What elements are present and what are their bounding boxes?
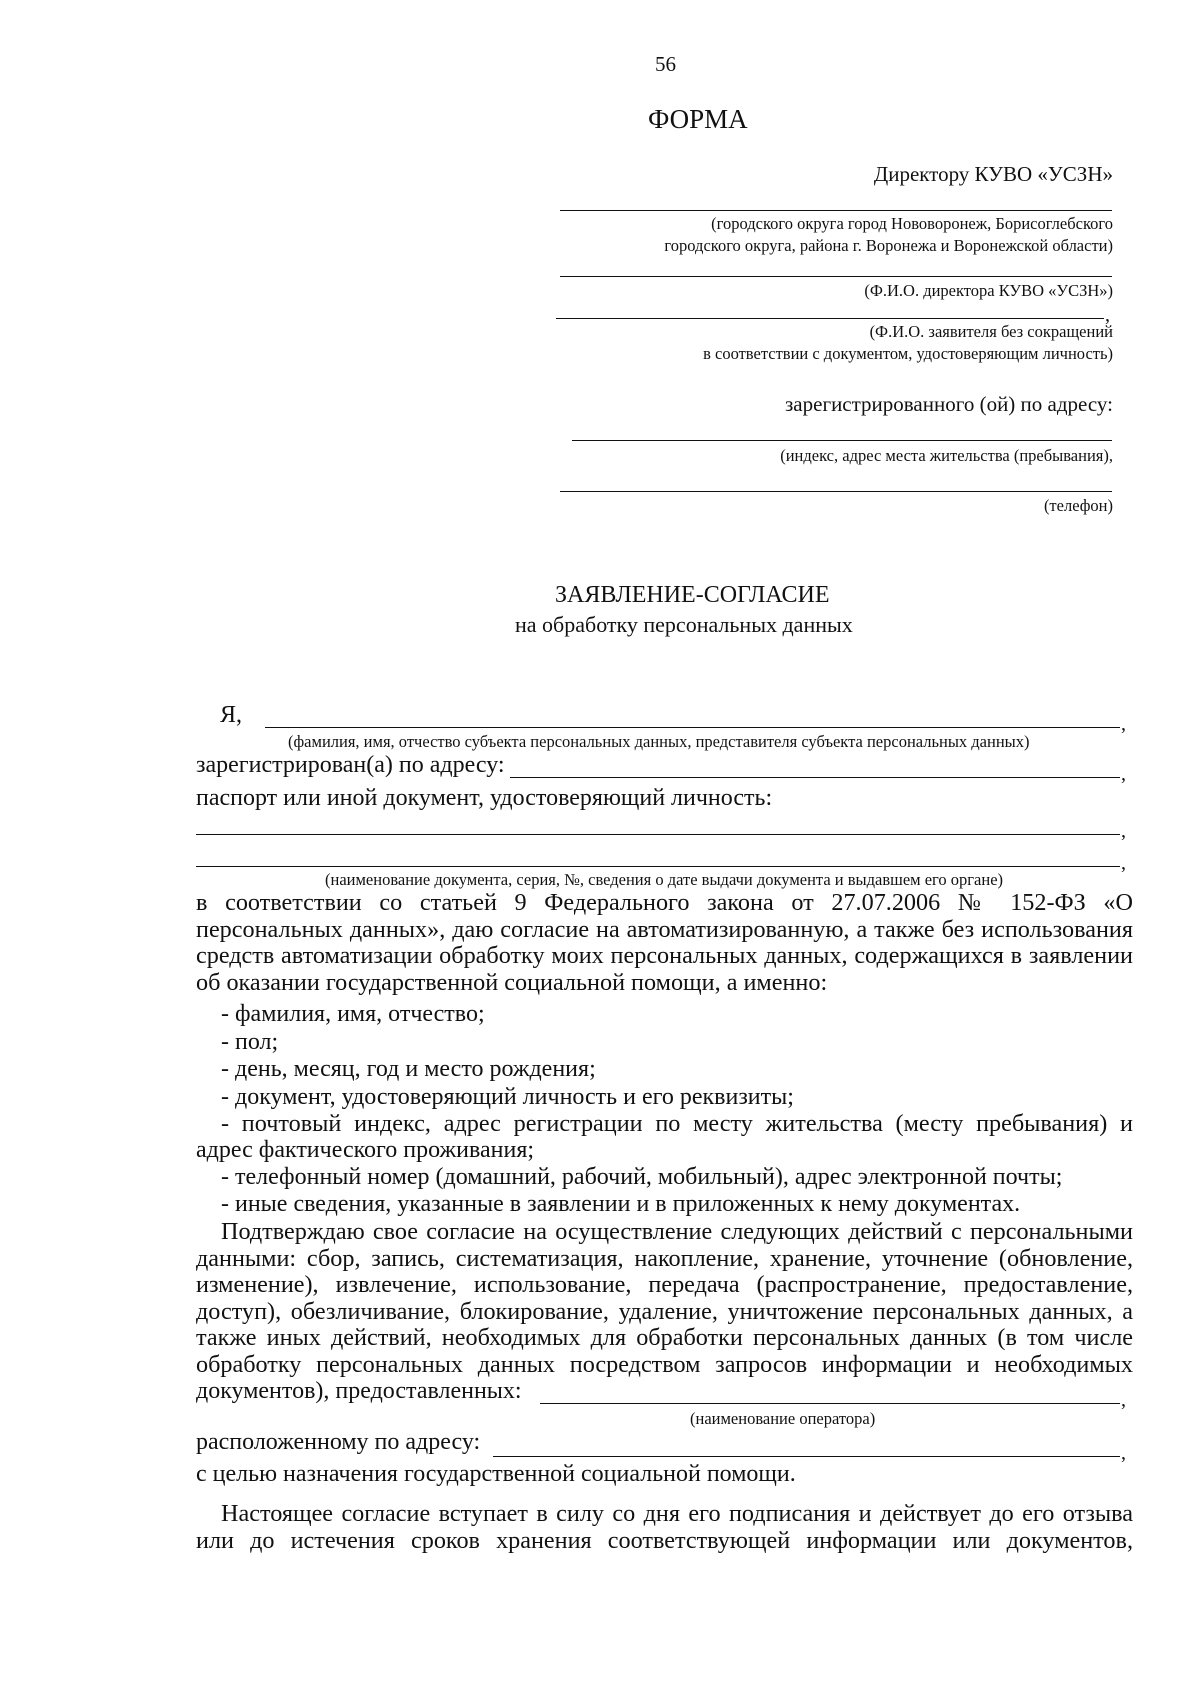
- validity-line: или до истечения сроков хранения соответствующей информации или документов,: [196, 1527, 1133, 1554]
- applicant-hint-1: (Ф.И.О. заявителя без сокращений: [869, 322, 1113, 341]
- validity-line: Настоящее согласие вступает в силу со дня его подписания и действует до его отзыва: [221, 1501, 1133, 1527]
- document-line-2[interactable]: [196, 866, 1120, 867]
- list-item: - телефонный номер (домашний, рабочий, мобильный), адрес электронной почты;: [221, 1164, 1063, 1190]
- director-name-line[interactable]: [560, 276, 1112, 277]
- list-item: - иные сведения, указанные в заявлении и в приложенных к нему документах.: [221, 1191, 1021, 1217]
- consent-line: персональных данных», даю согласие на автоматизированную, а также без использования: [196, 916, 1133, 943]
- purpose-text: с целью назначения государственной социальной помощи.: [196, 1461, 796, 1487]
- actions-line: данными: сбор, запись, систематизация, накопление, хранение, уточнение (обновление,: [196, 1245, 1133, 1272]
- district-hint-1: (городского округа город Нововоронеж, Борисоглебского: [711, 214, 1113, 233]
- subject-name-line[interactable]: [265, 727, 1120, 728]
- list-item: - пол;: [221, 1029, 279, 1055]
- actions-line: Подтверждаю свое согласие на осуществление следующих действий с персональными: [221, 1219, 1133, 1245]
- applicant-comma: ,: [1105, 304, 1110, 326]
- address-hint: (индекс, адрес места жительства (пребывания),: [780, 446, 1113, 465]
- addressee-director: Директору КУВО «УСЗН»: [873, 162, 1113, 186]
- district-hint-2: городского округа, района г. Воронежа и Воронежской области): [664, 236, 1113, 255]
- page-number: 56: [655, 52, 676, 76]
- phone-line[interactable]: [560, 491, 1112, 492]
- located-label: расположенному по адресу:: [196, 1429, 481, 1455]
- applicant-name-line[interactable]: [556, 318, 1104, 319]
- director-name-hint: (Ф.И.О. директора КУВО «УСЗН»): [864, 281, 1113, 300]
- document-hint: (наименование документа, серия, №, сведения о дате выдачи документа и выдавшем его органе): [325, 870, 1004, 889]
- list-item: - фамилия, имя, отчество;: [221, 1001, 485, 1027]
- operator-address-comma: ,: [1121, 1442, 1126, 1464]
- district-line[interactable]: [560, 210, 1112, 211]
- document-subtitle: на обработку персональных данных: [515, 612, 853, 637]
- consent-line: об оказании государственной социальной помощи, а именно:: [196, 969, 828, 996]
- registered-comma: ,: [1121, 763, 1126, 785]
- list-item: - день, месяц, год и место рождения;: [221, 1056, 596, 1082]
- actions-line: доступ), обезличивание, блокирование, удаление, уничтожение персональных данных, а: [196, 1298, 1133, 1325]
- actions-last-line: документов), предоставленных:: [196, 1378, 522, 1404]
- operator-line[interactable]: [540, 1403, 1120, 1404]
- list-item-continuation: адрес фактического проживания;: [196, 1137, 535, 1163]
- registered-address-label: зарегистрированного (ой) по адресу:: [785, 392, 1113, 416]
- phone-hint: (телефон): [1043, 496, 1113, 515]
- list-item: [221, 1111, 1133, 1138]
- actions-paragraph: [196, 1219, 1133, 1378]
- validity-paragraph: [196, 1501, 1133, 1554]
- document-title: ЗАЯВЛЕНИЕ-СОГЛАСИЕ: [555, 582, 830, 608]
- document-comma-2: ,: [1121, 852, 1126, 874]
- operator-address-line[interactable]: [493, 1456, 1120, 1457]
- consent-line: средств автоматизации обработку моих персональных данных, содержащихся в заявлении: [196, 943, 1133, 969]
- consent-line: в соответствии со статьей 9 Федерального закона от 27.07.2006 № 152-ФЗ «О: [196, 890, 1133, 916]
- actions-line: также иных действий, необходимых для обработки персональных данных (в том числе: [196, 1325, 1133, 1351]
- document-line-1[interactable]: [196, 834, 1120, 835]
- list-item-line: - почтовый индекс, адрес регистрации по месту жительства (месту пребывания) и: [221, 1111, 1133, 1137]
- registered-label: зарегистрирован(а) по адресу:: [196, 752, 505, 778]
- actions-line: изменение), извлечение, использование, передача (распространение, предоставление,: [196, 1272, 1133, 1298]
- subject-name-comma: ,: [1121, 713, 1126, 735]
- document-comma-1: ,: [1121, 820, 1126, 842]
- form-title: ФОРМА: [648, 104, 748, 134]
- i-label: Я,: [220, 702, 243, 728]
- applicant-hint-2: в соответствии с документом, удостоверяющим личность): [703, 344, 1113, 363]
- operator-hint: (наименование оператора): [690, 1409, 876, 1428]
- subject-name-hint: (фамилия, имя, отчество субъекта персональных данных, представителя субъекта персональных данных): [288, 732, 1030, 751]
- operator-comma: ,: [1121, 1389, 1126, 1411]
- passport-label: паспорт или иной документ, удостоверяющий личность:: [196, 785, 773, 811]
- registered-address-line[interactable]: [510, 777, 1120, 778]
- address-line[interactable]: [572, 440, 1112, 441]
- list-item: - документ, удостоверяющий личность и его реквизиты;: [221, 1084, 794, 1110]
- consent-paragraph: [196, 890, 1133, 996]
- actions-line: обработку персональных данных посредством запросов информации и необходимых: [196, 1351, 1133, 1378]
